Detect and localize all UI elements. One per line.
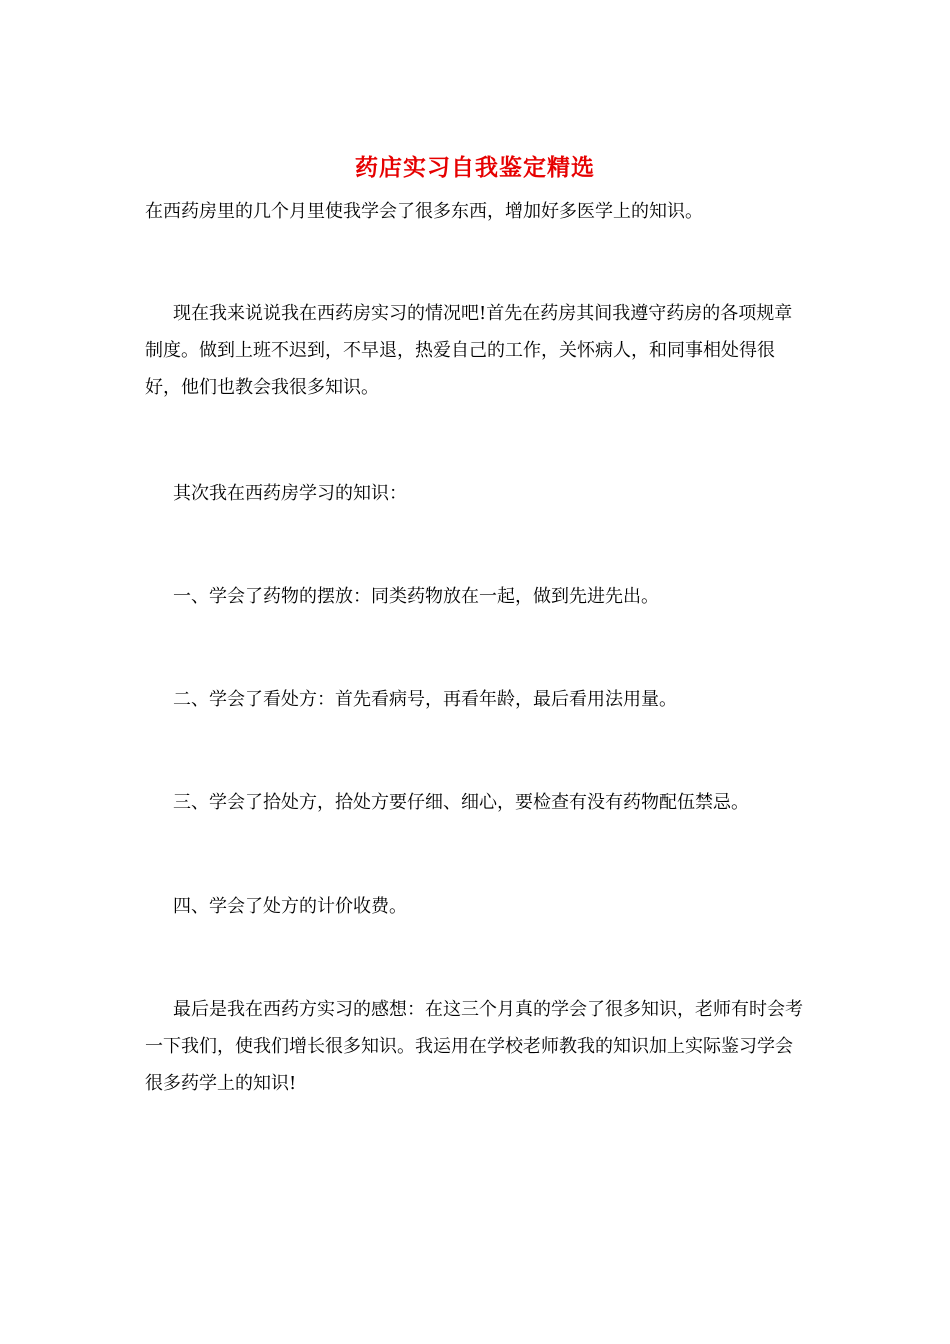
paragraph-knowledge-heading: 其次我在西药房学习的知识： (173, 483, 407, 504)
list-item-3: 三、学会了拾处方，拾处方要仔细、细心，要检查有没有药物配伍禁忌。 (173, 792, 749, 813)
list-item-1: 一、学会了药物的摆放：同类药物放在一起，做到先进先出。 (173, 586, 659, 607)
document-title: 药店实习自我鉴定精选 (355, 154, 595, 181)
paragraph-internship-situation: 现在我来说说我在西药房实习的情况吧!首先在药房其间我遵守药房的各项规章制度。做到上班不迟到，不早退，热爱自己的工作，关怀病人，和同事相处得很好，他们也教会我很多知识。 (145, 303, 793, 398)
list-item-4: 四、学会了处方的计价收费。 (173, 896, 407, 917)
paragraph-intro: 在西药房里的几个月里使我学会了很多东西，增加好多医学上的知识。 (145, 201, 703, 222)
paragraph-reflection: 最后是我在西药方实习的感想：在这三个月真的学会了很多知识，老师有时会考一下我们，使我们增长很多知识。我运用在学校老师教我的知识加上实际鉴习学会很多药学上的知识! (145, 999, 803, 1094)
list-item-2: 二、学会了看处方：首先看病号，再看年龄，最后看用法用量。 (173, 689, 677, 710)
